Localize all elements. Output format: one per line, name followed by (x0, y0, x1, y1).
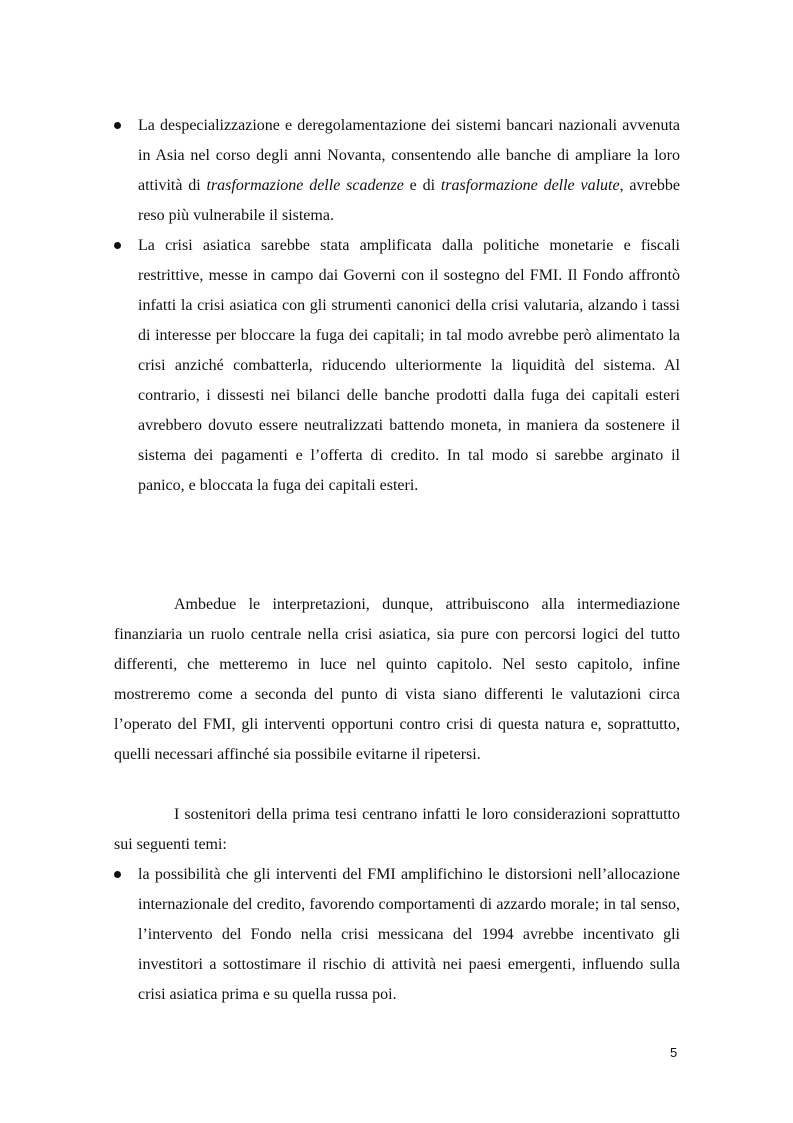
body-paragraph: Ambedue le interpretazioni, dunque, attribuiscono alla intermediazione finanziaria un ruolo centrale nella crisi asiatica, sia pure con percorsi logici del tutto differenti, che metteremo in luce nel quinto capitolo. Nel sesto capitolo, infine mostreremo come a seconda del punto di vista siano differenti le valutazioni circa l’operato del FMI, gli interventi opportuni contro crisi di questa natura e, soprattutto, quelli necessari affinché sia possibile evitarne il ripetersi. (114, 596, 680, 763)
bullet-item (114, 231, 680, 501)
italic-term: trasformazione delle scadenze (206, 177, 404, 194)
bullet-text: la possibilità che gli interventi del FMI amplifichino le distorsioni nell’allocazione internazionale del credito, favorendo comportamenti di azzardo morale; in tal senso, l’intervento del Fondo nella crisi messicana del 1994 avrebbe incentivato gli investitori a sottostimare il rischio di attività nei paesi emergenti, influendo sulla crisi asiatica prima e su quella russa poi. (138, 866, 680, 1003)
bullet-text: La despecializzazione e deregolamentazione dei sistemi bancari nazionali avvenuta in Asia nel corso degli anni Novanta, consentendo alle banche di ampliare la loro attività di trasformazione delle scadenze e di trasformazione delle valute, avrebbe reso più vulnerabile il sistema. (138, 117, 681, 224)
bullet-icon (114, 122, 121, 129)
bullet-list-a-block (114, 111, 680, 501)
body-paragraph: I sostenitori della prima tesi centrano infatti le loro considerazioni soprattutto sui seguenti temi: (114, 806, 680, 853)
bullet-text: La crisi asiatica sarebbe stata amplificata dalla politiche monetarie e fiscali restrittive, messe in campo dai Governi con il sostegno del FMI. Il Fondo affrontò infatti la crisi asiatica con gli strumenti canonici della crisi valutaria, alzando i tassi di interesse per bloccare la fuga dei capitali; in tal modo avrebbe però alimentato la crisi anziché combatterla, riducendo ulteriormente la liquidità del sistema. Al contrario, i dissesti nei bilanci delle banche prodotti dalla fuga dei capitali esteri avrebbero dovuto essere neutralizzati battendo moneta, in maniera da sostenere il sistema dei pagamenti e l’offerta di credito. In tal modo si sarebbe arginato il panico, e bloccata la fuga dei capitali esteri. (138, 237, 680, 494)
italic-term: trasformazione delle valute (440, 177, 620, 194)
bullet-item (114, 860, 680, 1010)
bullet-item (114, 111, 680, 231)
bullet-list-b (114, 860, 680, 1010)
paragraph-2-block (114, 800, 680, 1010)
bullet-list-a (114, 111, 680, 501)
paragraph-1-block (114, 590, 680, 770)
bullet-icon (114, 242, 121, 249)
bullet-icon (114, 871, 121, 878)
page-number: 5 (670, 1045, 678, 1060)
